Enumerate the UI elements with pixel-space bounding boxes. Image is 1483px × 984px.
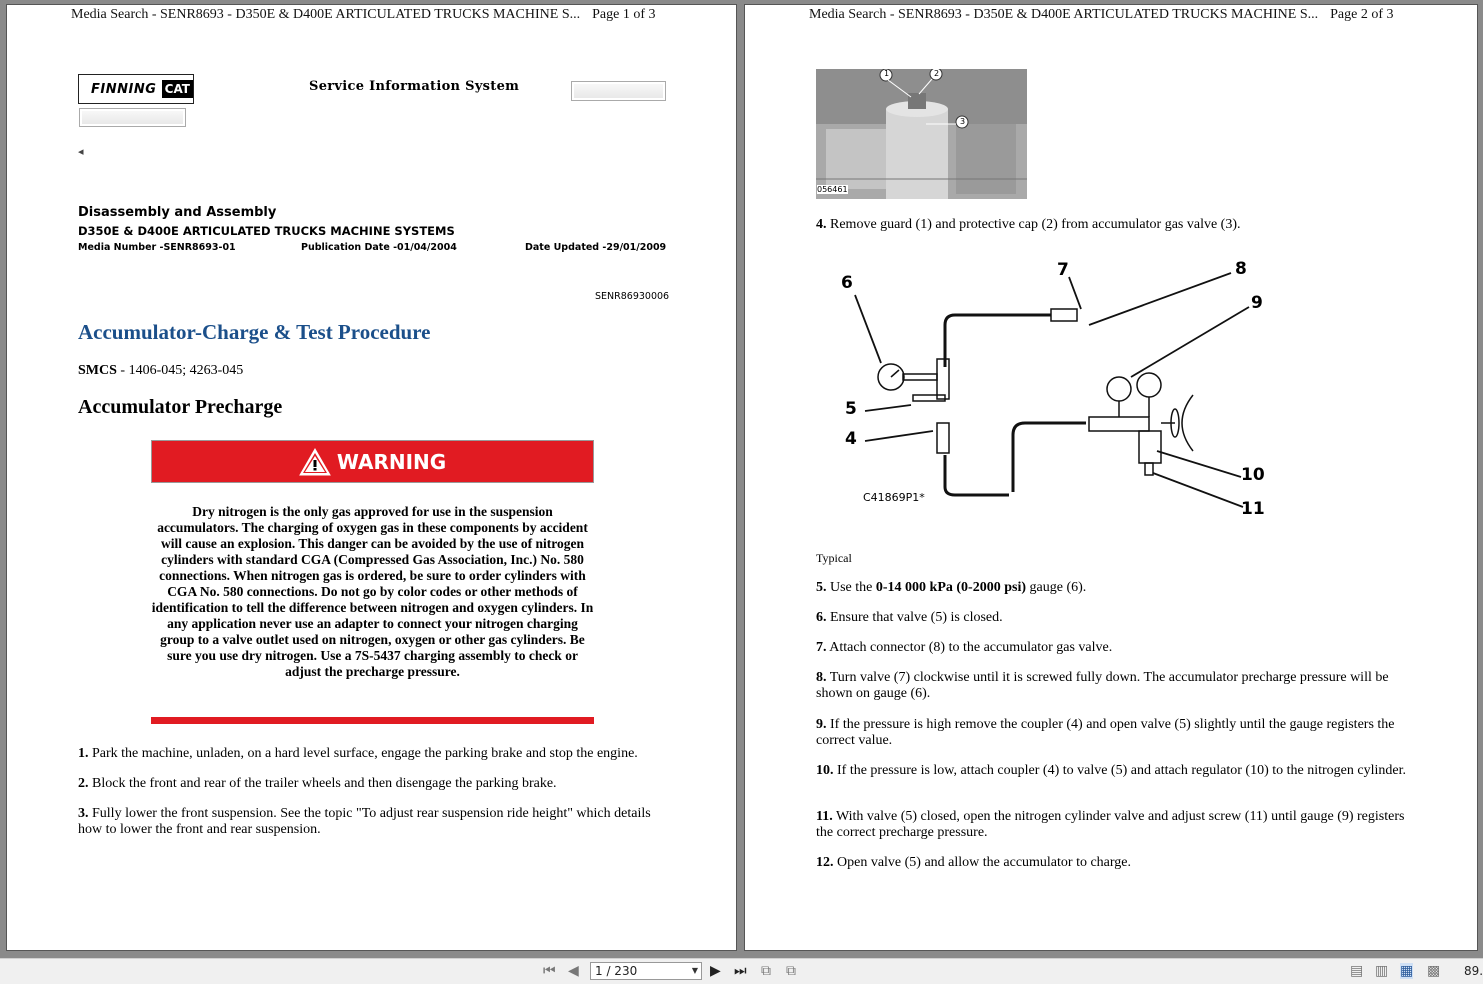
figure-label: 10: [1241, 465, 1265, 485]
sis-header-button[interactable]: [571, 81, 666, 101]
step-number: 7.: [816, 640, 827, 655]
page-header-title: Media Search - SENR8693 - D350E & D400E ARTICULATED TRUCKS MACHINE S...: [71, 7, 581, 22]
page-header-title: Media Search - SENR8693 - D350E & D400E ARTICULATED TRUCKS MACHINE S...: [809, 7, 1319, 22]
two-page-continuous-icon[interactable]: ▩: [1427, 963, 1441, 979]
step-text-post: gauge (6).: [1026, 580, 1087, 595]
warning-triangle-icon: [299, 448, 331, 476]
accumulator-photo: [816, 69, 1027, 199]
step-text: Open valve (5) and allow the accumulator to charge.: [837, 855, 1132, 870]
sis-nav-button[interactable]: [79, 108, 186, 127]
step-text: Remove guard (1) and protective cap (2) from accumulator gas valve (3).: [830, 217, 1241, 232]
doc-id: SENR86930006: [595, 291, 670, 302]
chevron-down-icon[interactable]: ▼: [691, 966, 698, 975]
sis-title: Service Information System: [309, 79, 520, 94]
step-number: 3.: [78, 806, 89, 821]
step-7: [816, 640, 1416, 656]
pdf-page-2: [744, 4, 1478, 951]
step-text: Turn valve (7) clockwise until it is screwed fully down. The accumulator precharge pressure will be shown on gauge (6).: [816, 670, 1389, 701]
logo-finning-text: FINNING: [91, 81, 157, 97]
media-number: Media Number -SENR8693-01: [78, 242, 236, 253]
step-number: 9.: [816, 717, 827, 732]
last-page-icon[interactable]: ⏭: [734, 963, 747, 979]
back-arrow-icon[interactable]: ◂: [78, 146, 84, 158]
page-number: Page 1 of 3: [592, 7, 656, 22]
step-3: [78, 806, 678, 838]
step-text: Ensure that valve (5) is closed.: [830, 610, 1003, 625]
warning-label: WARNING: [336, 449, 447, 474]
charging-assembly-diagram: [841, 255, 1281, 530]
publication-date: Publication Date -01/04/2004: [301, 242, 457, 253]
logo-cat-text: CAT: [162, 80, 193, 98]
figure-label: 6: [841, 273, 853, 293]
next-page-icon[interactable]: ▶: [710, 963, 721, 979]
figure-id: C41869P1*: [863, 491, 925, 504]
viewer-toolbar: [0, 958, 1483, 984]
step-text: Fully lower the front suspension. See the topic "To adjust rear suspension ride height" which details how to lower the front and rear suspension.: [78, 806, 651, 837]
warning-text: Dry nitrogen is the only gas approved for use in the suspension accumulators. The charging of oxygen gas in these components by accident will cause an explosion. This danger can be avoided by the use of nitrogen cylinders with standard CGA (Compressed Gas Association, Inc.) No. 580 connections. When nitrogen gas is ordered, be sure to order cylinders with CGA No. 580 connections. Do not go by color codes or other methods of identification to tell the difference between nitrogen and oxygen cylinders. In any application never use an adapter to connect your nitrogen charging group to a valve outlet used on nitrogen, oxygen or other gas cylinders. Be sure you use dry nitrogen. Use a 7S-5437 charging assembly to check or adjust the precharge pressure.: [151, 504, 594, 679]
page-number-select[interactable]: [590, 962, 702, 980]
step-9: [816, 717, 1416, 749]
smcs-line: [78, 363, 243, 379]
step-text: If the pressure is low, attach coupler (4) to valve (5) and attach regulator (10) to the nitrogen cylinder.: [837, 763, 1406, 778]
section-heading: Accumulator Precharge: [78, 396, 283, 418]
single-page-view-icon[interactable]: ▤: [1350, 963, 1364, 979]
doc-subtitle: D350E & D400E ARTICULATED TRUCKS MACHINE SYSTEMS: [78, 224, 455, 238]
smcs-value: - 1406-045; 4263-045: [116, 363, 244, 378]
step-5: [816, 580, 1416, 596]
photo-id: 056461: [817, 185, 848, 194]
step-number: 2.: [78, 776, 89, 791]
step-8: [816, 670, 1416, 702]
page-title: Accumulator-Charge & Test Procedure: [78, 320, 431, 344]
step-text: Block the front and rear of the trailer wheels and then disengage the parking brake.: [92, 776, 557, 791]
rotate-page-icon[interactable]: ⧉: [761, 963, 771, 979]
step-number: 1.: [78, 746, 89, 761]
step-12: [816, 855, 1416, 871]
figure-label: 11: [1241, 499, 1265, 519]
step-number: 12.: [816, 855, 834, 870]
photo-callout: 1: [884, 69, 890, 78]
step-4: [816, 217, 1416, 233]
figure-label: 9: [1251, 293, 1263, 313]
step-number: 5.: [816, 580, 827, 595]
warning-end-bar: [151, 717, 594, 724]
step-text: Attach connector (8) to the accumulator gas valve.: [829, 640, 1113, 655]
step-text: Park the machine, unladen, on a hard level surface, engage the parking brake and stop the engine.: [92, 746, 638, 761]
continuous-view-icon[interactable]: ▥: [1375, 963, 1389, 979]
step-10: [816, 763, 1416, 779]
finning-cat-logo: [78, 74, 194, 104]
page-header: [809, 7, 1394, 23]
step-6: [816, 610, 1416, 626]
figure-label: 5: [845, 399, 857, 419]
step-text-pre: Use the: [830, 580, 876, 595]
charging-assembly-drawing: [841, 255, 1281, 530]
figure-caption: Typical: [816, 551, 852, 565]
date-updated: Date Updated -29/01/2009: [525, 242, 667, 253]
page-number-value: 1 / 230: [595, 964, 638, 978]
previous-page-icon[interactable]: ◀: [568, 963, 579, 979]
smcs-label: SMCS: [78, 363, 117, 378]
page-number: Page 2 of 3: [1330, 7, 1394, 22]
step-number: 4.: [816, 217, 827, 232]
step-number: 6.: [816, 610, 827, 625]
step-text: With valve (5) closed, open the nitrogen cylinder valve and adjust screw (11) until gauge (9) registers the correct precharge pressure.: [816, 809, 1405, 840]
step-number: 8.: [816, 670, 827, 685]
page-header: [71, 7, 656, 23]
pdf-page-1: [6, 4, 737, 951]
step-number: 11.: [816, 809, 833, 824]
step-text: If the pressure is high remove the coupler (4) and open valve (5) slightly until the gauge registers the correct value.: [816, 717, 1395, 748]
accumulator-photo-image: [816, 69, 1027, 199]
figure-label: 4: [845, 429, 857, 449]
figure-label: 7: [1057, 260, 1069, 280]
step-2: [78, 776, 678, 792]
doc-title: Disassembly and Assembly: [78, 205, 277, 220]
zoom-level[interactable]: 89.: [1464, 964, 1483, 978]
step-text-bold: 0-14 000 kPa (0-2000 psi): [875, 580, 1027, 595]
step-1: [78, 746, 678, 762]
figure-label: 8: [1235, 259, 1247, 279]
step-11: [816, 809, 1416, 841]
warning-banner: [151, 440, 594, 483]
first-page-icon[interactable]: ⏮: [543, 963, 556, 979]
two-page-view-icon[interactable]: ▦: [1400, 963, 1414, 979]
fit-page-icon[interactable]: ⧉: [786, 963, 796, 979]
photo-callout: 3: [960, 117, 966, 126]
photo-callout: 2: [934, 69, 940, 78]
step-number: 10.: [816, 763, 834, 778]
